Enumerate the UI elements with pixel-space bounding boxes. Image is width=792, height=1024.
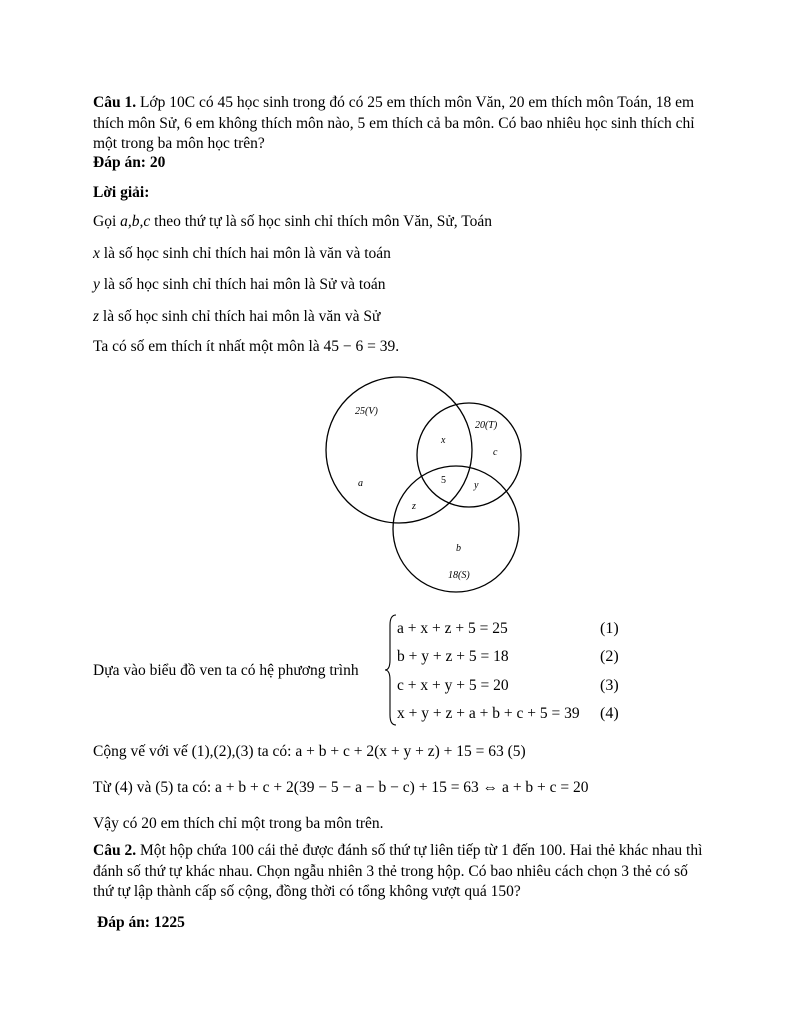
venn-region-x: x	[441, 435, 446, 446]
line-x: x là số học sinh chỉ thích hai môn là văn và toán	[93, 245, 391, 262]
line-z: z là số học sinh chỉ thích hai môn là văn và Sử	[93, 308, 381, 325]
line-abc: Gọi a,b,c theo thứ tự là số học sinh chỉ thích môn Văn, Sử, Toán	[93, 213, 492, 230]
line-y: y là số học sinh chỉ thích hai môn là Sử và toán	[93, 276, 386, 293]
line-total: Ta có số em thích ít nhất một môn là 45 − 6 = 39.	[93, 338, 400, 355]
equation-3: c + x + y + 5 = 20	[397, 677, 509, 694]
question-1	[93, 93, 703, 155]
venn-label-t: 20(T)	[475, 420, 498, 431]
venn-region-a: a	[358, 478, 363, 489]
venn-region-y: y	[474, 480, 479, 491]
question-2-label: Câu 2.	[93, 842, 137, 859]
equation-4: x + y + z + a + b + c + 5 = 39	[397, 705, 580, 722]
equation-2-number: (2)	[600, 648, 619, 665]
question-1-text: Lớp 10C có 45 học sinh trong đó có 25 em thích môn Văn, 20 em thích môn Toán, 18 em thích môn Sử, 6 em không thích môn nào, 5 em thích cả ba môn. Có bao nhiêu học sinh thích chỉ một trong ba môn học trên?	[93, 94, 695, 152]
solution-label: Lời giải:	[93, 184, 150, 201]
venn-label-s: 18(S)	[448, 570, 470, 581]
question-2-answer: Đáp án: 1225	[97, 914, 185, 931]
equation-1-number: (1)	[600, 620, 619, 637]
equation-1: a + x + z + 5 = 25	[397, 620, 508, 637]
venn-region-b: b	[456, 543, 461, 554]
venn-diagram	[315, 368, 530, 598]
venn-label-v: 25(V)	[355, 406, 378, 417]
system-intro: Dựa vào biểu đồ ven ta có hệ phương trình	[93, 662, 359, 679]
venn-region-c: c	[493, 447, 498, 458]
equation-4-number: (4)	[600, 705, 619, 722]
question-2-text: Một hộp chứa 100 cái thẻ được đánh số thứ tự liên tiếp từ 1 đến 100. Hai thẻ khác nhau thì đánh số thứ tự khác nhau. Chọn ngẫu nhiên 3 thẻ trong hộp. Có bao nhiêu cách chọn 3 thẻ có số thứ tự lập thành cấp số cộng, đồng thời có tổng không vượt quá 150?	[93, 842, 703, 900]
equation-3-number: (3)	[600, 677, 619, 694]
venn-region-z: z	[412, 501, 416, 512]
line-from: Từ (4) và (5) ta có: a + b + c + 2(39 − 5 − a − b − c) + 15 = 63 ⇔ a + b + c = 20	[93, 779, 589, 796]
venn-circle-t	[417, 403, 521, 507]
venn-region-center: 5	[441, 475, 446, 486]
line-add: Cộng vế với vế (1),(2),(3) ta có: a + b + c + 2(x + y + z) + 15 = 63 (5)	[93, 743, 526, 760]
equation-2: b + y + z + 5 = 18	[397, 648, 509, 665]
question-1-label: Câu 1.	[93, 94, 137, 111]
question-1-answer: Đáp án: 20	[93, 154, 166, 171]
question-2	[93, 841, 703, 903]
system-brace	[384, 613, 398, 727]
conclusion: Vậy có 20 em thích chỉ một trong ba môn trên.	[93, 815, 384, 832]
